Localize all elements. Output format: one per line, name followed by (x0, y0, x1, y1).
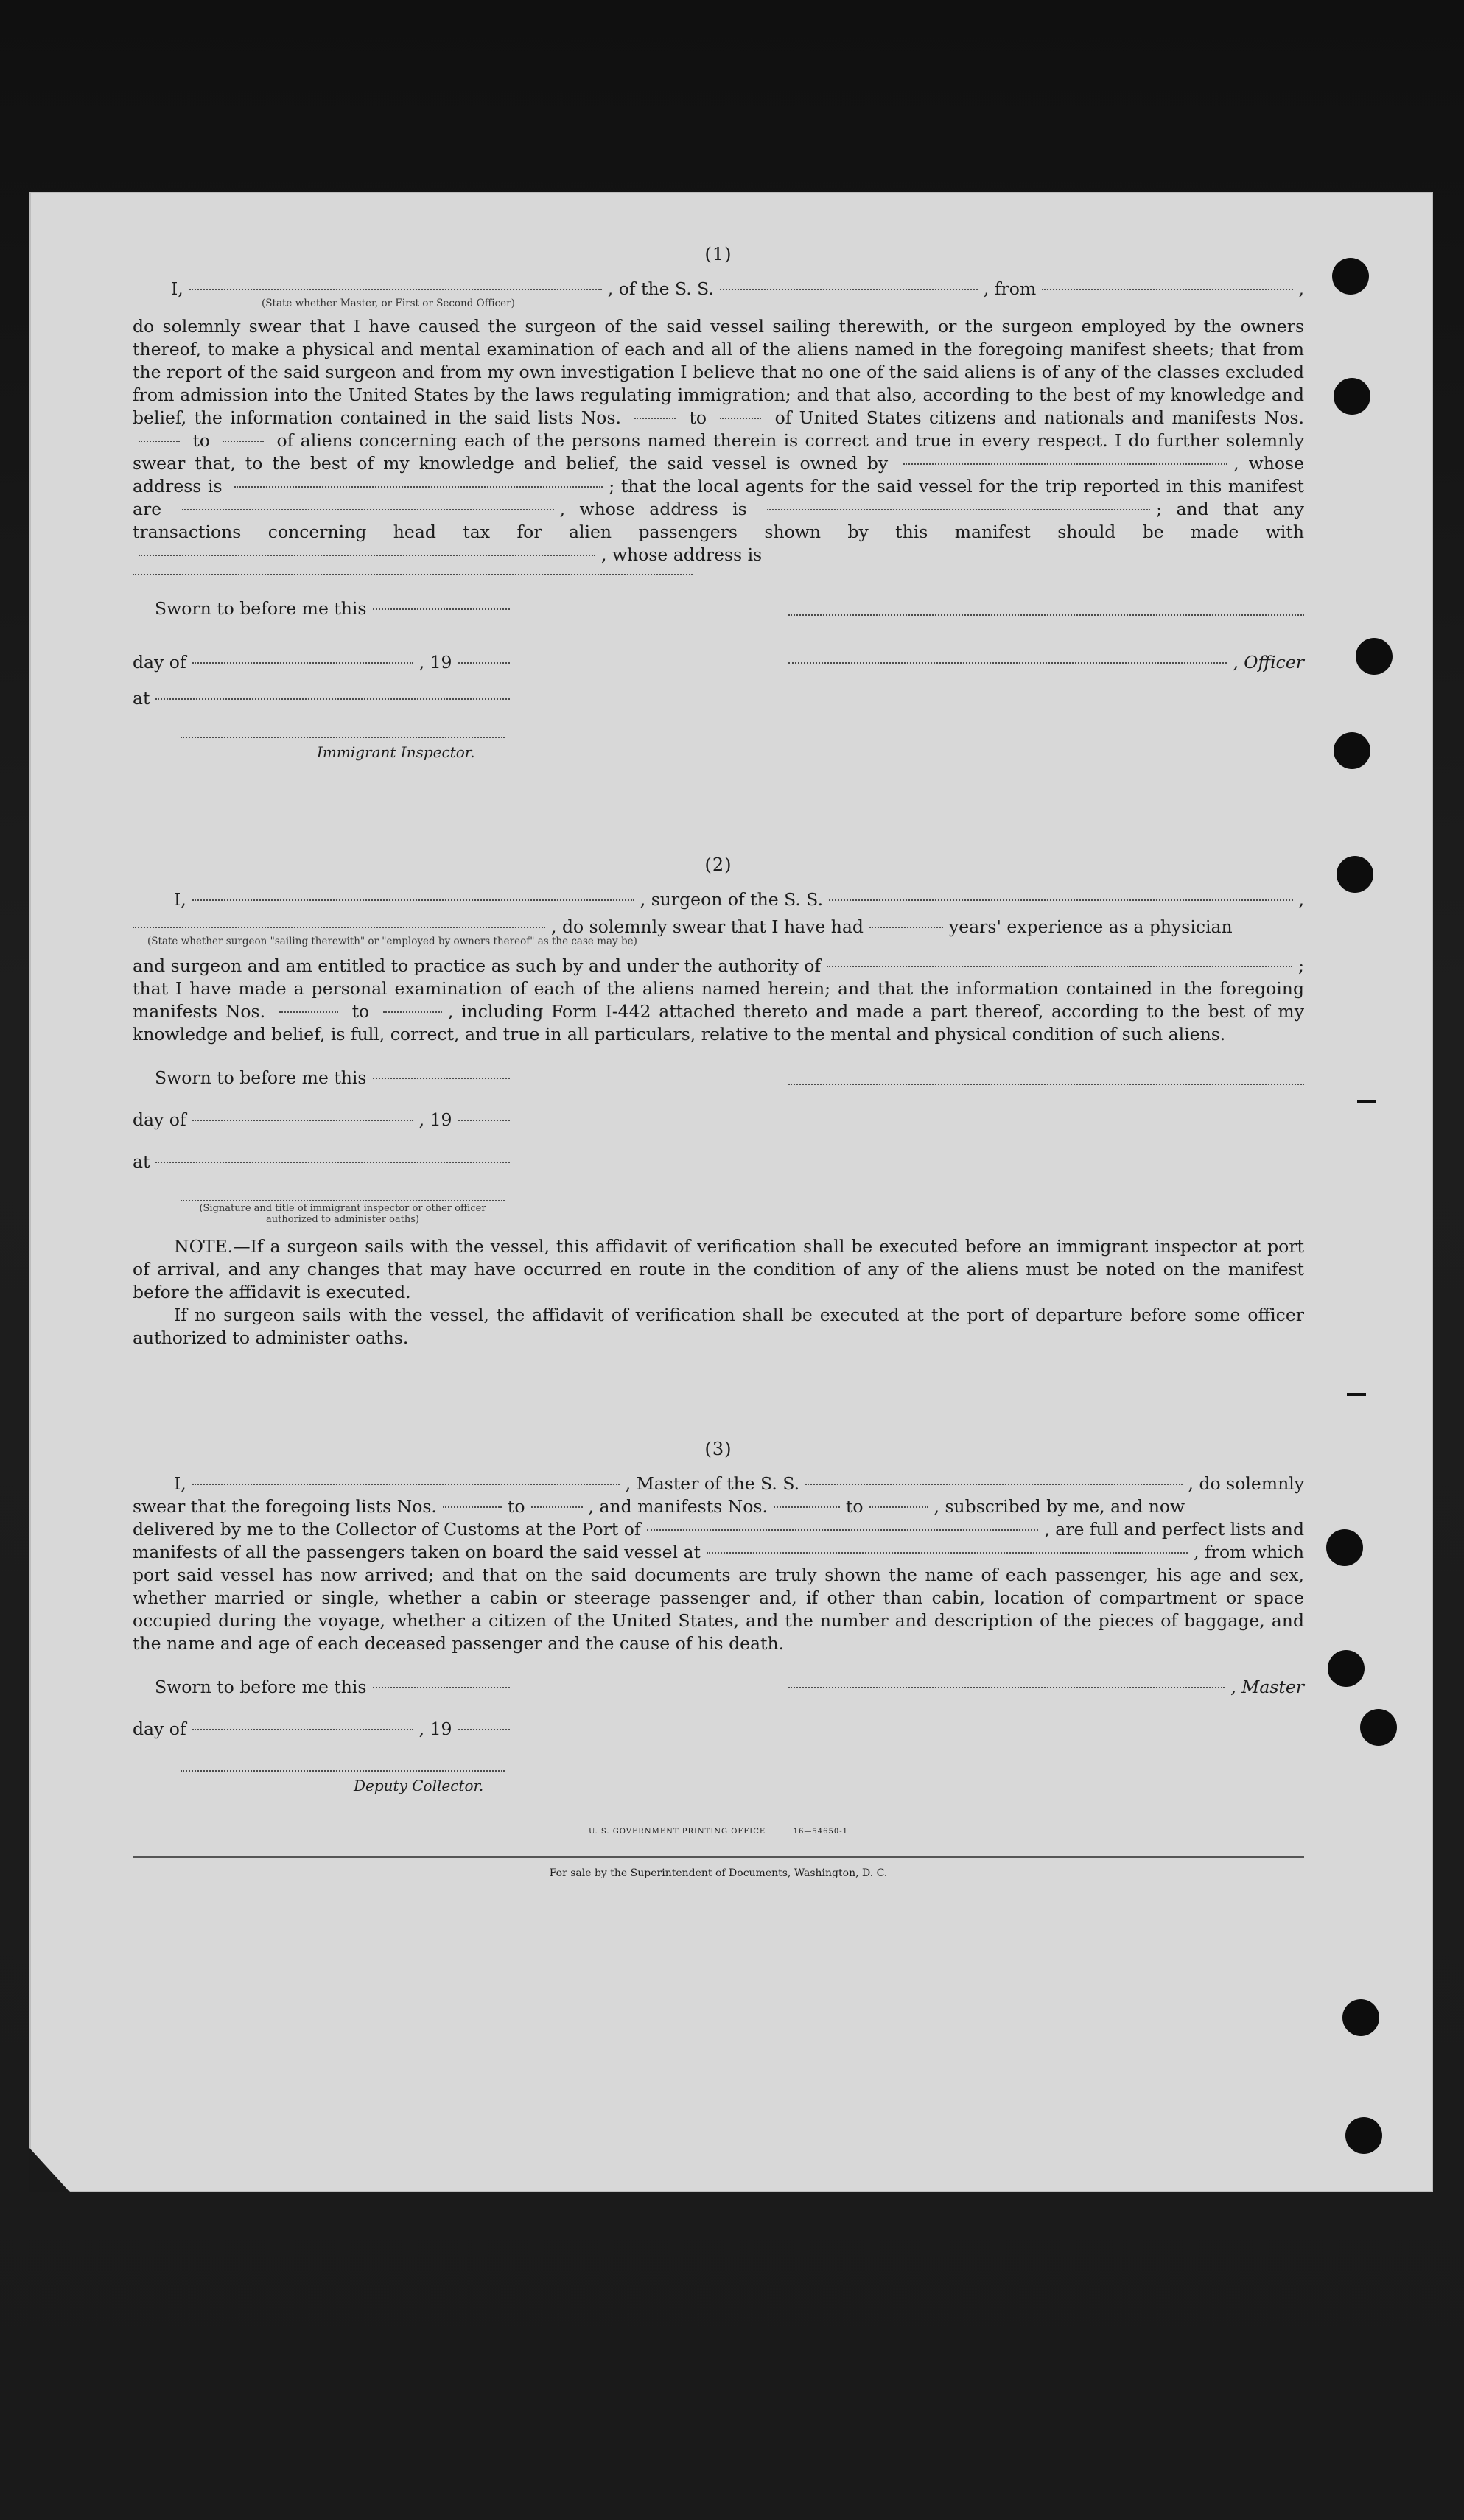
margin-mark (1357, 1100, 1376, 1103)
year-field[interactable] (458, 662, 511, 664)
form-content (133, 243, 1304, 1885)
punch-hole (1342, 1999, 1379, 2036)
label: day of (133, 652, 186, 673)
punch-hole (1356, 638, 1393, 675)
label: swear that the foregoing lists Nos. (133, 1496, 437, 1517)
port-field[interactable] (647, 1529, 1039, 1531)
label: to (845, 1496, 864, 1517)
agents-address-field[interactable] (767, 509, 1150, 510)
punch-hole (1334, 732, 1370, 769)
inspector-signature-field[interactable] (181, 1200, 505, 1201)
address-field[interactable] (133, 574, 693, 575)
month-field[interactable] (192, 662, 413, 664)
label: , surgeon of the S. S. (640, 889, 824, 910)
field-hint: (State whether Master, or First or Second Officer) (262, 298, 515, 309)
collector-signature-field[interactable] (181, 1770, 505, 1772)
label: manifests of all the passengers taken on board the said vessel at (133, 1542, 701, 1562)
sale-notice: For sale by the Superintendent of Documents, Washington, D. C. (549, 1867, 888, 1879)
punch-hole (1337, 856, 1373, 893)
lists-from-field[interactable] (634, 418, 676, 419)
label: , 19 (418, 1109, 452, 1130)
label: day of (133, 1109, 186, 1130)
manifests-to-field[interactable] (869, 1506, 928, 1508)
lists-to-field[interactable] (720, 418, 761, 419)
collector-label: Deputy Collector. (354, 1777, 484, 1794)
oath-text: ; and that any transactions concerning head tax for alien passengers shown by this manifest should be made with (133, 499, 1304, 542)
master-signature-field[interactable] (788, 1687, 1225, 1688)
oath-text: that the local agents for the said vessel for the trip reported in this manifest are (133, 476, 1304, 519)
signature-hint: (Signature and title of immigrant inspector or other officer authorized to administer oaths) (199, 1203, 486, 1225)
agents-field[interactable] (182, 509, 554, 510)
manifests-from-field[interactable] (139, 441, 180, 442)
section-number: (2) (704, 854, 732, 875)
manifests-to-field[interactable] (223, 441, 264, 442)
place-field[interactable] (155, 1162, 510, 1163)
printer-name: U. S. GOVERNMENT PRINTING OFFICE (589, 1828, 766, 1836)
label: , do solemnly (1188, 1473, 1304, 1494)
label: Sworn to before me this (155, 1067, 367, 1088)
label: at (133, 688, 150, 709)
sworn-day-field[interactable] (373, 1078, 511, 1079)
oath-text: to (689, 407, 707, 428)
margin-mark (1347, 1393, 1366, 1396)
note-text: If no surgeon sails with the vessel, the affidavit of verification shall be executed at the port of departure before some officer authorized to administer oaths. (133, 1305, 1304, 1348)
note-label: NOTE. (174, 1236, 234, 1257)
ship-name-field[interactable] (805, 1484, 1182, 1485)
field-hint: (State whether surgeon "sailing therewith" or "employed by owners thereof" as the case may be) (147, 936, 637, 947)
oath-text: to (351, 1001, 370, 1022)
surgeon-signature-field[interactable] (788, 1084, 1304, 1085)
label: at (133, 1151, 150, 1172)
oath-text: , (559, 499, 566, 519)
divider (133, 1856, 1304, 1858)
section-number: (3) (704, 1439, 732, 1459)
officer-signature-field[interactable] (788, 662, 1227, 664)
surgeon-name-field[interactable] (192, 899, 634, 901)
month-field[interactable] (192, 1729, 413, 1730)
lists-to-field[interactable] (531, 1506, 583, 1508)
printing-line (133, 1817, 1304, 1843)
authority-field[interactable] (827, 966, 1292, 967)
punch-hole (1328, 1650, 1365, 1687)
page-corner-cut (29, 2148, 70, 2192)
label: years' experience as a physician (948, 916, 1233, 937)
punch-hole (1360, 1709, 1397, 1746)
section-number: (1) (704, 244, 732, 264)
master-name-field[interactable] (192, 1484, 620, 1485)
owner-field[interactable] (903, 463, 1227, 465)
years-field[interactable] (869, 927, 943, 928)
oath-text: port said vessel has now arrived; and that on the said documents are truly shown the name of each passenger, his age and sex, whether married or single, whether a cabin or steerage passenger and, if other than cabin, location of compartment or space occupied during the voyage, whether a citizen of the United States, and the number and description of the pieces of baggage, and the name and age of each deceased passenger and the cause of his death. (133, 1565, 1304, 1654)
label: , 19 (418, 652, 452, 673)
label: I, (174, 1473, 186, 1494)
oath-text: , including Form I-442 attached thereto and made a part thereof, according to the best of my knowledge and belief, is full, correct, and true in all particulars, relative to the mental and physical condition of such aliens. (133, 1001, 1304, 1045)
label: ; (1298, 955, 1304, 976)
label: , subscribed by me, and now (934, 1496, 1185, 1517)
sworn-day-field[interactable] (373, 608, 511, 610)
label: , from (983, 278, 1037, 299)
sworn-day-field[interactable] (373, 1687, 511, 1688)
embarkation-port-field[interactable] (707, 1552, 1188, 1554)
ship-name-field[interactable] (720, 289, 978, 290)
place-field[interactable] (155, 698, 510, 700)
manifests-from-field[interactable] (774, 1506, 840, 1508)
manifests-to-field[interactable] (383, 1011, 442, 1013)
oath-text: , whose address is (133, 453, 1304, 496)
oath-text: ; (609, 476, 615, 496)
surgeon-status-field[interactable] (133, 927, 545, 928)
lists-from-field[interactable] (443, 1506, 502, 1508)
year-field[interactable] (458, 1120, 511, 1121)
oath-text: , whose address is (601, 544, 763, 565)
ship-name-field[interactable] (829, 899, 1292, 901)
label: , do solemnly swear that I have had (551, 916, 864, 937)
label: Sworn to before me this (155, 1677, 367, 1697)
label: I, (174, 889, 186, 910)
oath-text: to (192, 430, 210, 451)
owner-address-field[interactable] (234, 486, 603, 488)
month-field[interactable] (192, 1120, 413, 1121)
oath-text: do solemnly swear that I have caused the surgeon of the said vessel sailing therewith, or the surgeon employed by the owners thereof, to make a physical and mental examination of each and all of the aliens named in the foregoing manifest sheets; that from the report of the said surgeon and from my own investigation I believe that no one of the said aliens is of any of the classes excluded from admission into the United States by the laws regulating immigration; and that also, according to the best of my knowledge and belief, the information contained in the said lists Nos. (133, 316, 1304, 428)
label: , of the S. S. (607, 278, 714, 299)
inspector-label: Immigrant Inspector. (317, 743, 475, 761)
inspector-signature-field[interactable] (181, 737, 505, 738)
label: Sworn to before me this (155, 598, 367, 619)
label: , (1298, 889, 1304, 910)
year-field[interactable] (458, 1729, 511, 1730)
officer-rank-field[interactable] (189, 289, 602, 290)
oath-text: that I have made a personal examination of each of the aliens named herein; and that the information contained in the foregoing manifests Nos. (133, 978, 1304, 1022)
label: to (507, 1496, 525, 1517)
oath-text: of aliens concerning each of the persons named therein is correct and true in every respect. I do further solemnly swear that, to the best of my knowledge and belief, the said vessel is owned by (133, 430, 1304, 474)
label: , 19 (418, 1719, 452, 1739)
oath-text: whose address is (579, 499, 747, 519)
master-label: , Master (1230, 1677, 1304, 1697)
manifests-from-field[interactable] (279, 1011, 338, 1013)
label: , from which (1194, 1542, 1304, 1562)
officer-label: , Officer (1233, 652, 1304, 673)
oath-text: of United States citizens and nationals and manifests Nos. (774, 407, 1304, 428)
label: , and manifests Nos. (588, 1496, 768, 1517)
punch-hole (1345, 2117, 1382, 2154)
punch-hole (1334, 378, 1370, 415)
label: delivered by me to the Collector of Customs at the Port of (133, 1519, 641, 1540)
port-from-field[interactable] (1042, 289, 1292, 290)
label: and surgeon and am entitled to practice as such by and under the authority of (133, 955, 822, 976)
signature-field[interactable] (788, 614, 1304, 616)
label: , are full and perfect lists and (1044, 1519, 1304, 1540)
label: day of (133, 1719, 186, 1739)
note-text: —If a surgeon sails with the vessel, this affidavit of verification shall be executed before an immigrant inspector at port of arrival, and any changes that may have occurred en route in the condition of any of the aliens must be noted on the manifest before the affidavit is executed. (133, 1236, 1304, 1302)
punch-hole (1332, 258, 1369, 295)
punch-hole (1326, 1529, 1363, 1566)
label: I, (171, 278, 183, 299)
label: , (1298, 278, 1304, 299)
head-tax-contact-field[interactable] (139, 555, 595, 556)
form-number: 16—54650-1 (793, 1828, 848, 1836)
label: , Master of the S. S. (625, 1473, 800, 1494)
